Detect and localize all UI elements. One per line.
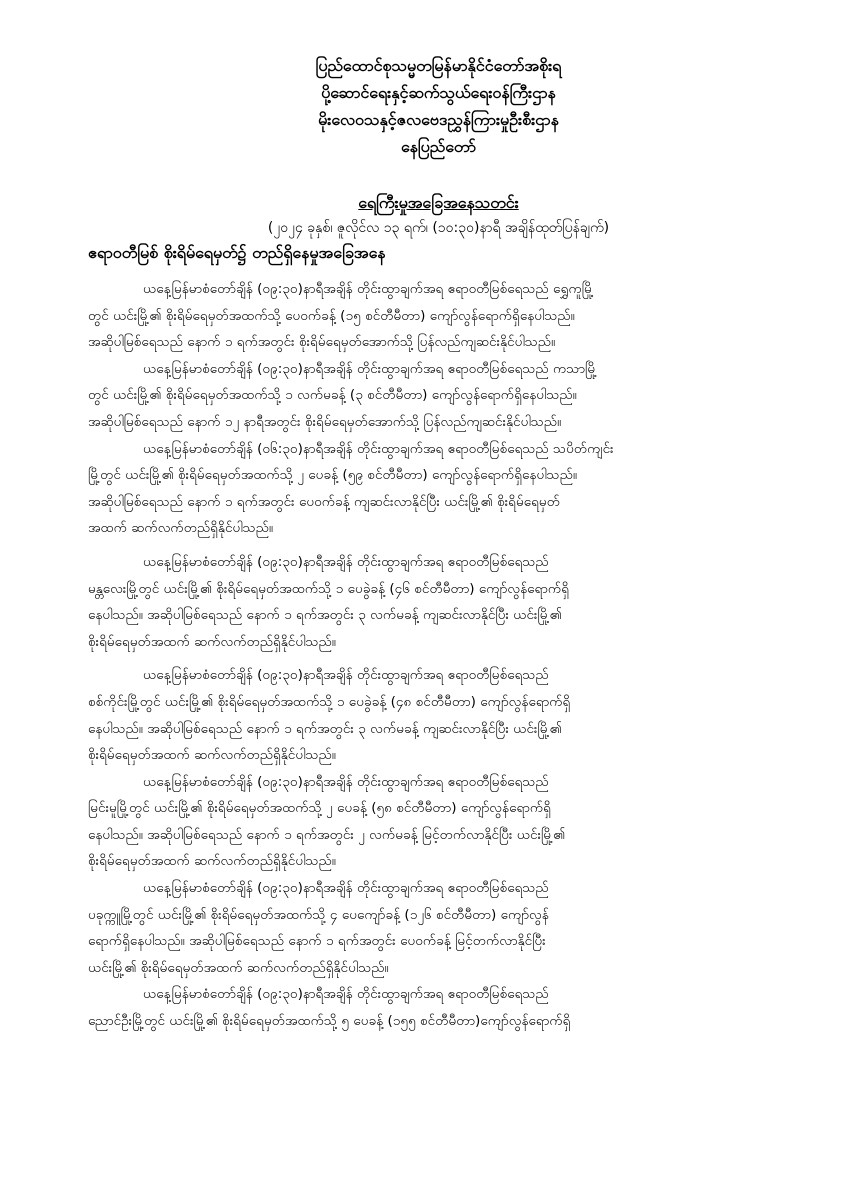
paragraph-line: ပခုက္ကူမြို့တွင် ယင်းမြို့၏ စိုးရိမ်ရေမှတ်အထက်သို့ ၄ ပေကျော်ခန့် (၁၂၆ စင်တီမီတာ) ကျော်လွန် (88, 906, 549, 923)
paragraph-shwegu (88, 276, 789, 356)
paragraph-pakokku (88, 875, 789, 981)
paragraph-line: အထက် ဆက်လက်တည်ရှိနိုင်ပါသည်။ (88, 520, 273, 537)
paragraph-line: စစ်ကိုင်းမြို့တွင် ယင်းမြို့၏ စိုးရိမ်ရေမှတ်အထက်သို့ ၁ ပေခွဲခန့် (၄၈ စင်တီမီတာ) ကျော်လွန်ရောက်ရှိ (88, 693, 571, 710)
paragraph-line: မြင်းမူမြို့တွင် ယင်းမြို့၏ စိုးရိမ်ရေမှတ်အထက်သို့ ၂ ပေခန့် (၅၈ စင်တီမီတာ) ကျော်လွန်ရောက်ရှိ (88, 800, 551, 817)
paragraph-line: ယနေ့မြန်မာစံတော်ချိန် (၀၉:၃၀)နာရီအချိန် တိုင်းထွာချက်အရ ဧရာဝတီမြစ်ရေသည် (143, 986, 549, 1003)
paragraph-line: ရောက်ရှိနေပါသည်။ အဆိုပါမြစ်ရေသည် နောက် ၁ ရက်အတွင်း ပေဝက်ခန့် မြင့်တက်လာနိုင်ပြီး (88, 933, 546, 950)
paragraph-line: နေပါသည်။ အဆိုပါမြစ်ရေသည် နောက် ၁ ရက်အတွင်း ၃ လက်မခန့် ကျဆင်းလာနိုင်ပြီး ယင်းမြို့၏ (88, 607, 562, 624)
paragraph-line: အဆိုပါမြစ်ရေသည် နောက် ၁၂ နာရီအတွင်း စိုးရိမ်ရေမှတ်အောက်သို့ ပြန်လည်ကျဆင်းနိုင်ပါသည်။ (88, 413, 562, 430)
paragraph-line: နေပါသည်။ အဆိုပါမြစ်ရေသည် နောက် ၁ ရက်အတွင်း ၃ လက်မခန့် ကျဆင်းလာနိုင်ပြီး ယင်းမြို့၏ (88, 720, 562, 737)
paragraph-line: ယနေ့မြန်မာစံတော်ချိန် (၀၉:၃၀)နာရီအချိန် တိုင်းထွာချက်အရ ဧရာဝတီမြစ်ရေသည် ကသာမြို့ (143, 360, 598, 377)
paragraph-line: နေပါသည်။ အဆိုပါမြစ်ရေသည် နောက် ၁ ရက်အတွင်း ၂ လက်မခန့် မြင့်တက်လာနိုင်ပြီး ယင်းမြို့၏ (88, 826, 566, 843)
document-body (88, 276, 789, 1035)
paragraph-katha (88, 356, 789, 436)
paragraph-line: အဆိုပါမြစ်ရေသည် နောက် ၁ ရက်အတွင်း စိုးရိမ်ရေမှတ်အောက်သို့ ပြန်လည်ကျဆင်းနိုင်ပါသည်။ (88, 334, 556, 351)
paragraph-line: စိုးရိမ်ရေမှတ်အထက် ဆက်လက်တည်ရှိနိုင်ပါသည်။ (88, 853, 336, 870)
paragraph-line: ညောင်ဦးမြို့တွင် ယင်းမြို့၏ စိုးရိမ်ရေမှတ်အထက်သို့ ၅ ပေခန့် (၁၅၅ စင်တီမီတာ)ကျော်လွန်ရောက်ရှိ (88, 1013, 571, 1030)
document-subject: ဧရာဝတီမြစ် စိုးရိမ်ရေမှတ်၌ တည်ရှိနေမှုအခြေအနေ (88, 243, 386, 262)
paragraph-line: ယနေ့မြန်မာစံတော်ချိန် (၀၉:၃၀)နာရီအချိန် တိုင်းထွာချက်အရ ဧရာဝတီမြစ်ရေသည် ရွှေကူမြို့ (143, 281, 594, 297)
paragraph-line: မြို့တွင် ယင်းမြို့၏ စိုးရိမ်ရေမှတ်အထက်သို့ ၂ ပေခန့် (၅၉ စင်တီမီတာ) ကျော်လွန်ရောက်ရှိနေပါသည်။ (88, 467, 577, 484)
paragraph-line: ယနေ့မြန်မာစံတော်ချိန် (၀၉:၃၀)နာရီအချိန် တိုင်းထွာချက်အရ ဧရာဝတီမြစ်ရေသည် (143, 773, 549, 790)
paragraph-nyaung-u (88, 981, 789, 1034)
paragraph-sagaing (88, 662, 789, 768)
header-department: မိုးလေဝသနှင့်ဇလဗေဒညွှန်ကြားမှုဦးစီးဌာန (318, 110, 559, 129)
header-ministry: ပို့ဆောင်ရေးနှင့်ဆက်သွယ်ရေးဝန်ကြီးဌာန (321, 83, 556, 102)
document-date: (၂၀၂၄ ခုနှစ်၊ ဇူလိုင်လ ၁၃ ရက်၊ (၁၀:၃၀)နာရီ အချိန်ထုတ်ပြန်ချက်) (267, 220, 610, 236)
paragraph-line: စိုးရိမ်ရေမှတ်အထက် ဆက်လက်တည်ရှိနိုင်ပါသည်။ (88, 633, 336, 650)
document-title: ရေကြီးမှုအခြေအနေသတင်း (358, 193, 519, 212)
document-header (88, 52, 789, 160)
header-location: နေပြည်တော် (400, 137, 477, 156)
paragraph-line: တွင် ယင်းမြို့၏ စိုးရိမ်ရေမှတ်အထက်သို့ ပေဝက်ခန့် (၁၅ စင်တီမီတာ) ကျော်လွန်ရောက်ရှိနေပါသည်။ (88, 307, 575, 324)
paragraph-line: ယနေ့မြန်မာစံတော်ချိန် (၀၉:၃၀)နာရီအချိန် တိုင်းထွာချက်အရ ဧရာဝတီမြစ်ရေသည် (143, 553, 549, 570)
paragraph-myinmu (88, 769, 789, 875)
paragraph-mandalay (88, 549, 789, 655)
paragraph-line: ယနေ့မြန်မာစံတော်ချိန် (၀၉:၃၀)နာရီအချိန် တိုင်းထွာချက်အရ ဧရာဝတီမြစ်ရေသည် (143, 880, 549, 897)
paragraph-line: တွင် ယင်းမြို့၏ စိုးရိမ်ရေမှတ်အထက်သို့ ၁ လက်မခန့် (၃ စင်တီမီတာ) ကျော်လွန်ရောက်ရှိနေပါသည်။ (88, 387, 577, 404)
paragraph-thabeikkyin (88, 436, 789, 542)
paragraph-line: ယနေ့မြန်မာစံတော်ချိန် (၀၆:၃၀)နာရီအချိန် တိုင်းထွာချက်အရ ဧရာဝတီမြစ်ရေသည် သပိတ်ကျင်း (143, 440, 614, 457)
paragraph-line: စိုးရိမ်ရေမှတ်အထက် ဆက်လက်တည်ရှိနိုင်ပါသည်။ (88, 747, 336, 764)
paragraph-line: ယင်းမြို့၏ စိုးရိမ်ရေမှတ်အထက် ဆက်လက်တည်ရှိနိုင်ပါသည်။ (88, 959, 389, 976)
paragraph-line: ယနေ့မြန်မာစံတော်ချိန် (၀၉:၃၀)နာရီအချိန် တိုင်းထွာချက်အရ ဧရာဝတီမြစ်ရေသည် (143, 667, 549, 684)
paragraph-line: မန္တလေးမြို့တွင် ယင်းမြို့၏ စိုးရိမ်ရေမှတ်အထက်သို့ ၁ ပေခွဲခန့် (၄၆ စင်တီမီတာ) ကျော်လွန်ရောက်ရှိ (88, 580, 570, 597)
header-government: ပြည်ထောင်စုသမ္မတမြန်မာနိုင်ငံတော်အစိုးရ (315, 56, 562, 75)
paragraph-line: အဆိုပါမြစ်ရေသည် နောက် ၁ ရက်အတွင်း ပေဝက်ခန့် ကျဆင်းလာနိုင်ပြီး ယင်းမြို့၏ စိုးရိမ်ရေမှတ် (88, 493, 560, 510)
